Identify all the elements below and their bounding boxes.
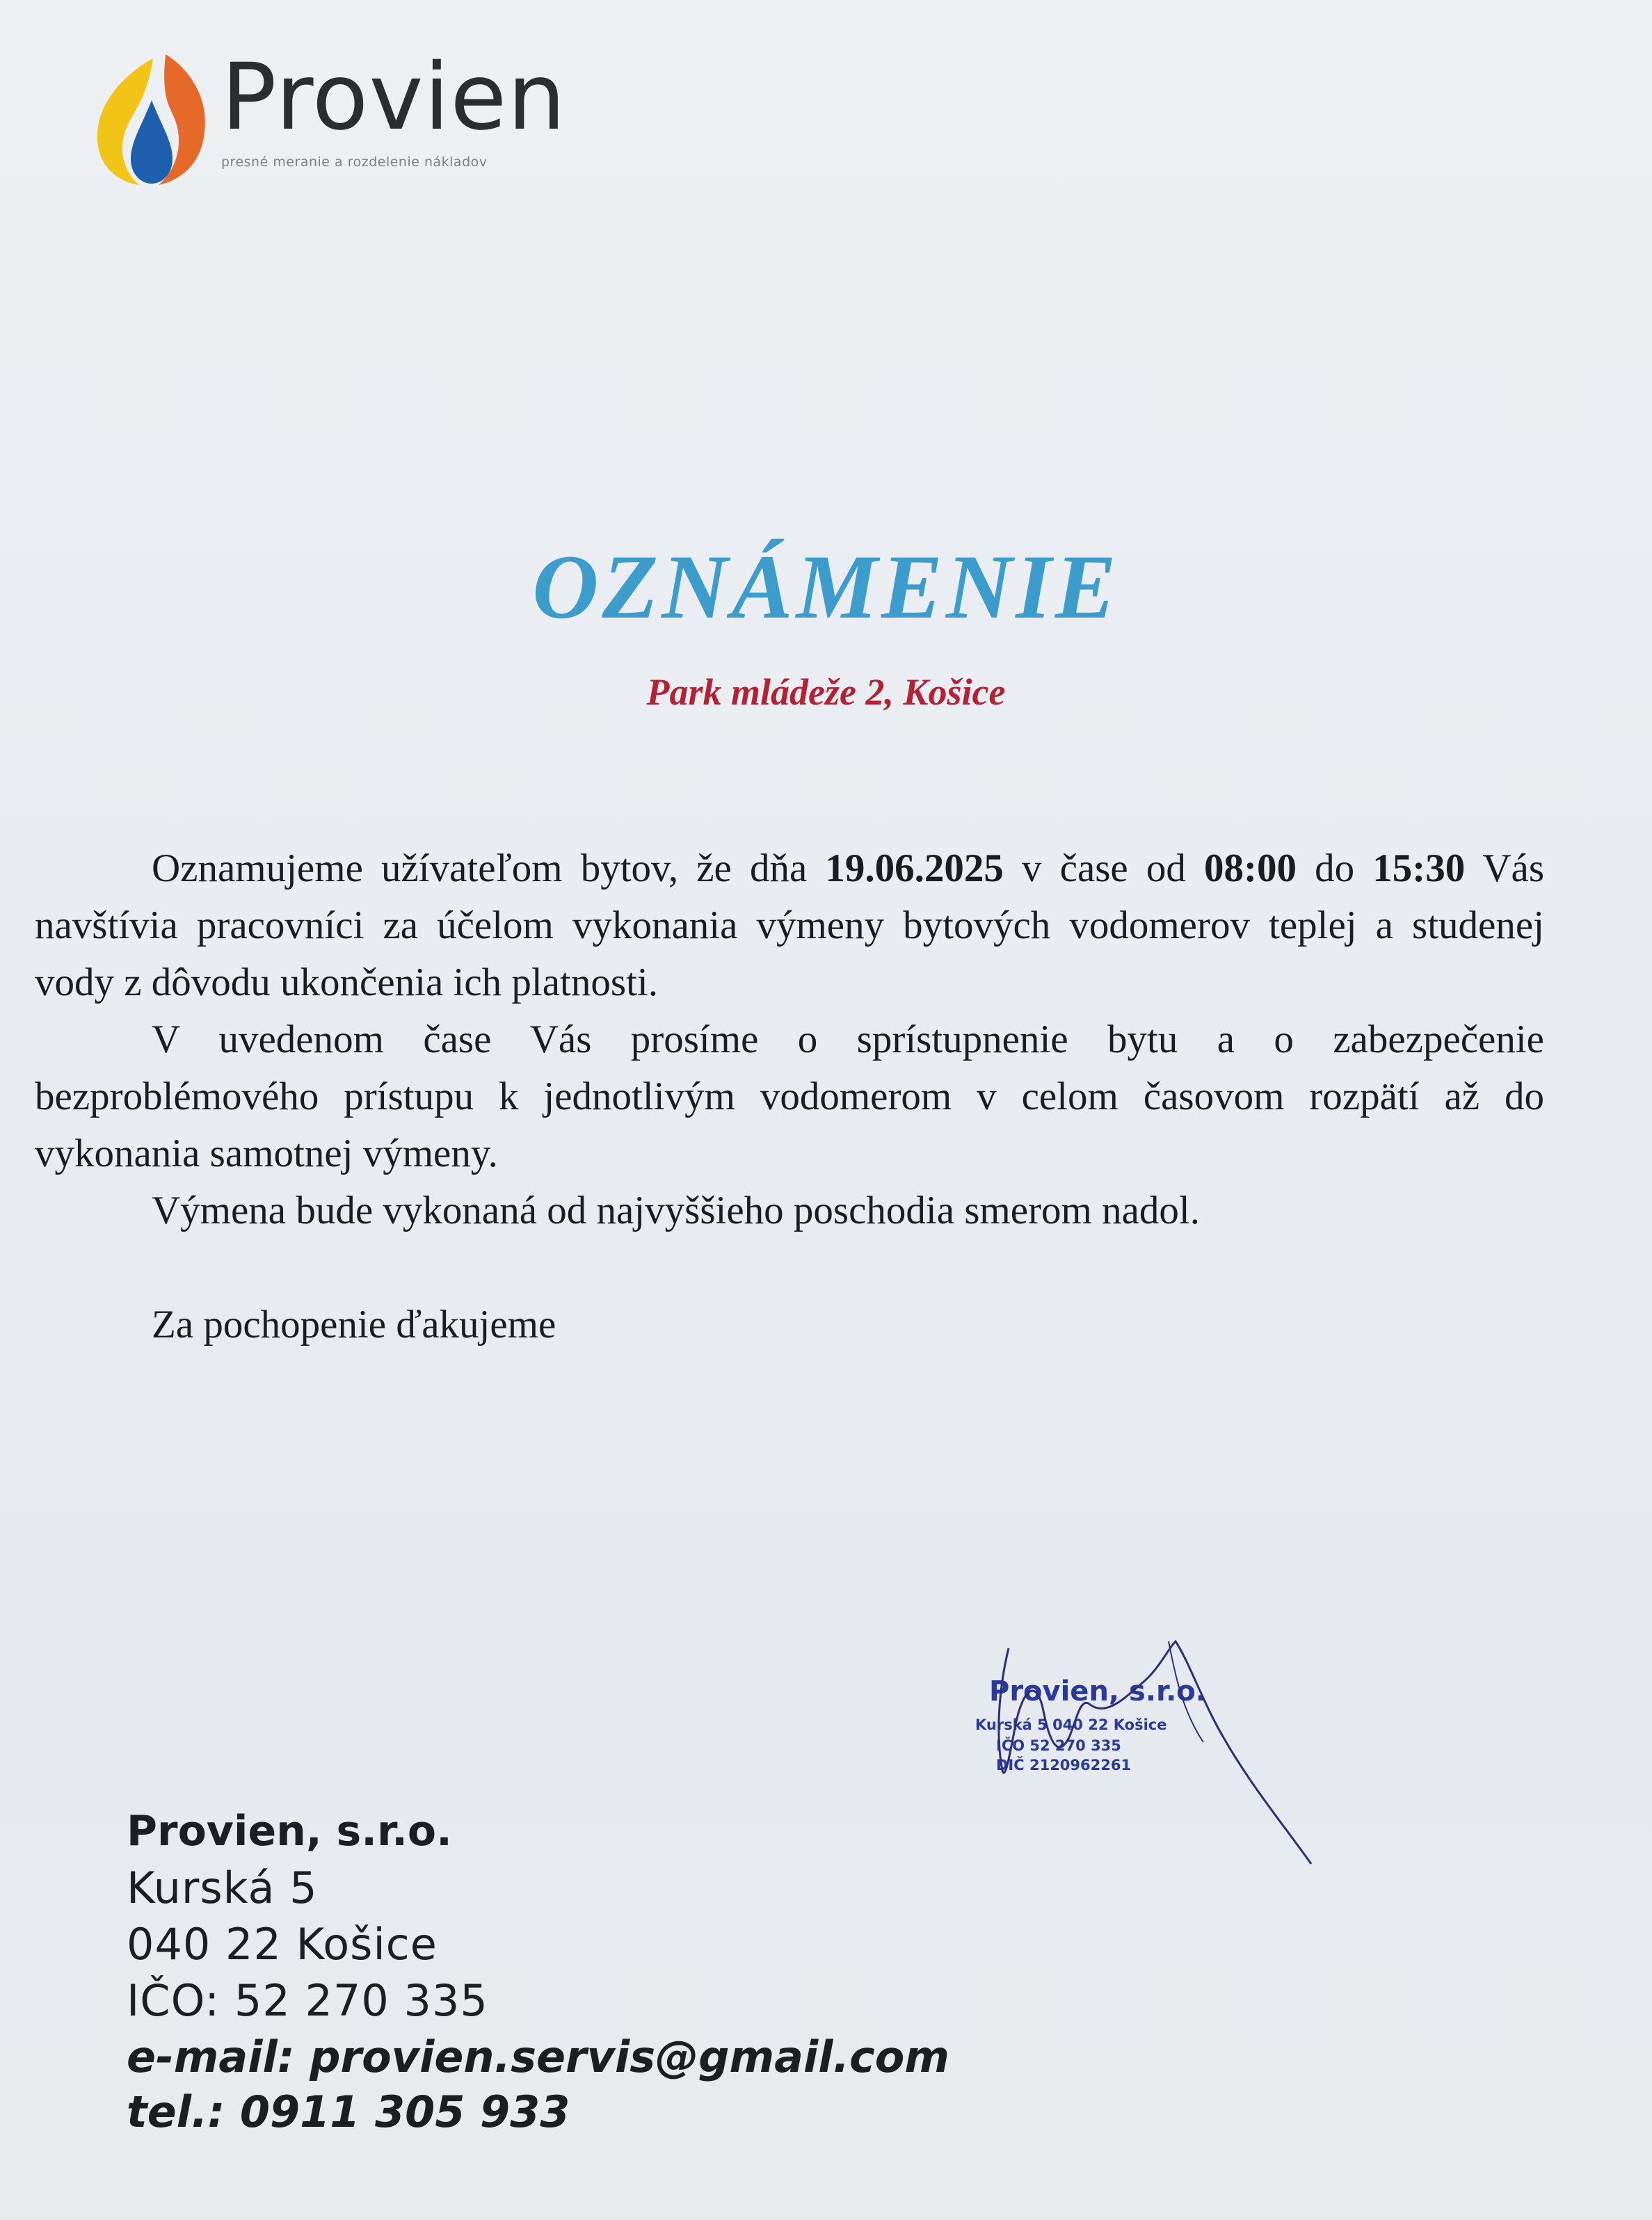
logo-wordmark: Provien	[221, 44, 567, 151]
notice-address: Park mládeže 2, Košice	[646, 671, 1006, 713]
visit-date: 19.06.2025	[825, 846, 1004, 890]
signature-scribble	[960, 1620, 1322, 1913]
stamp-company: Provien, s.r.o.	[989, 1675, 1206, 1707]
paragraph-visit	[35, 840, 1544, 1011]
footer-company: Provien, s.r.o.	[127, 1807, 452, 1856]
p1-to: do	[1297, 846, 1373, 890]
logo-tagline: presné meranie a rozdelenie nákladov	[221, 154, 488, 170]
stamp-address: Kurská 5 040 22 Košice	[975, 1716, 1167, 1733]
paragraph-access: V uvedenom čase Vás prosíme o sprístupnenie bytu a o zabezpečenie bezproblémového prístupu k jednotlivým vodomerom v celom časovom rozpätí až do vykonania samotnej výmeny.	[35, 1018, 1544, 1175]
stamp-dic: DIČ 2120962261	[996, 1757, 1132, 1773]
notice-title: OZNÁMENIE	[532, 536, 1120, 638]
thanks-line: Za pochopenie ďakujeme	[152, 1303, 556, 1346]
p1-intro: Oznamujeme užívateľom bytov, že dňa	[152, 846, 826, 890]
footer-email: e-mail: provien.servis@gmail.com	[127, 2032, 949, 2082]
company-logo	[89, 44, 604, 189]
time-from: 08:00	[1204, 846, 1297, 890]
footer-ico: IČO: 52 270 335	[127, 1975, 488, 2026]
p1-from: v čase od	[1003, 846, 1205, 890]
company-footer	[127, 1807, 949, 2141]
footer-phone: tel.: 0911 305 933	[127, 2086, 570, 2137]
notice-body	[35, 840, 1544, 1353]
footer-street: Kurská 5	[127, 1863, 318, 1913]
stamp-ico: IČO 52 270 335	[996, 1737, 1121, 1754]
footer-city: 040 22 Košice	[127, 1919, 438, 1970]
time-to: 15:30	[1372, 846, 1466, 890]
paragraph-order: Výmena bude vykonaná od najvyššieho poschodia smerom nadol.	[152, 1189, 1201, 1232]
p1-rest: Vás navštívia pracovníci za účelom vykonania výmeny bytových vodomerov teplej a studenej vody z dôvodu ukončenia ich platnosti.	[35, 846, 1544, 1004]
flame-drop-icon	[89, 50, 214, 189]
